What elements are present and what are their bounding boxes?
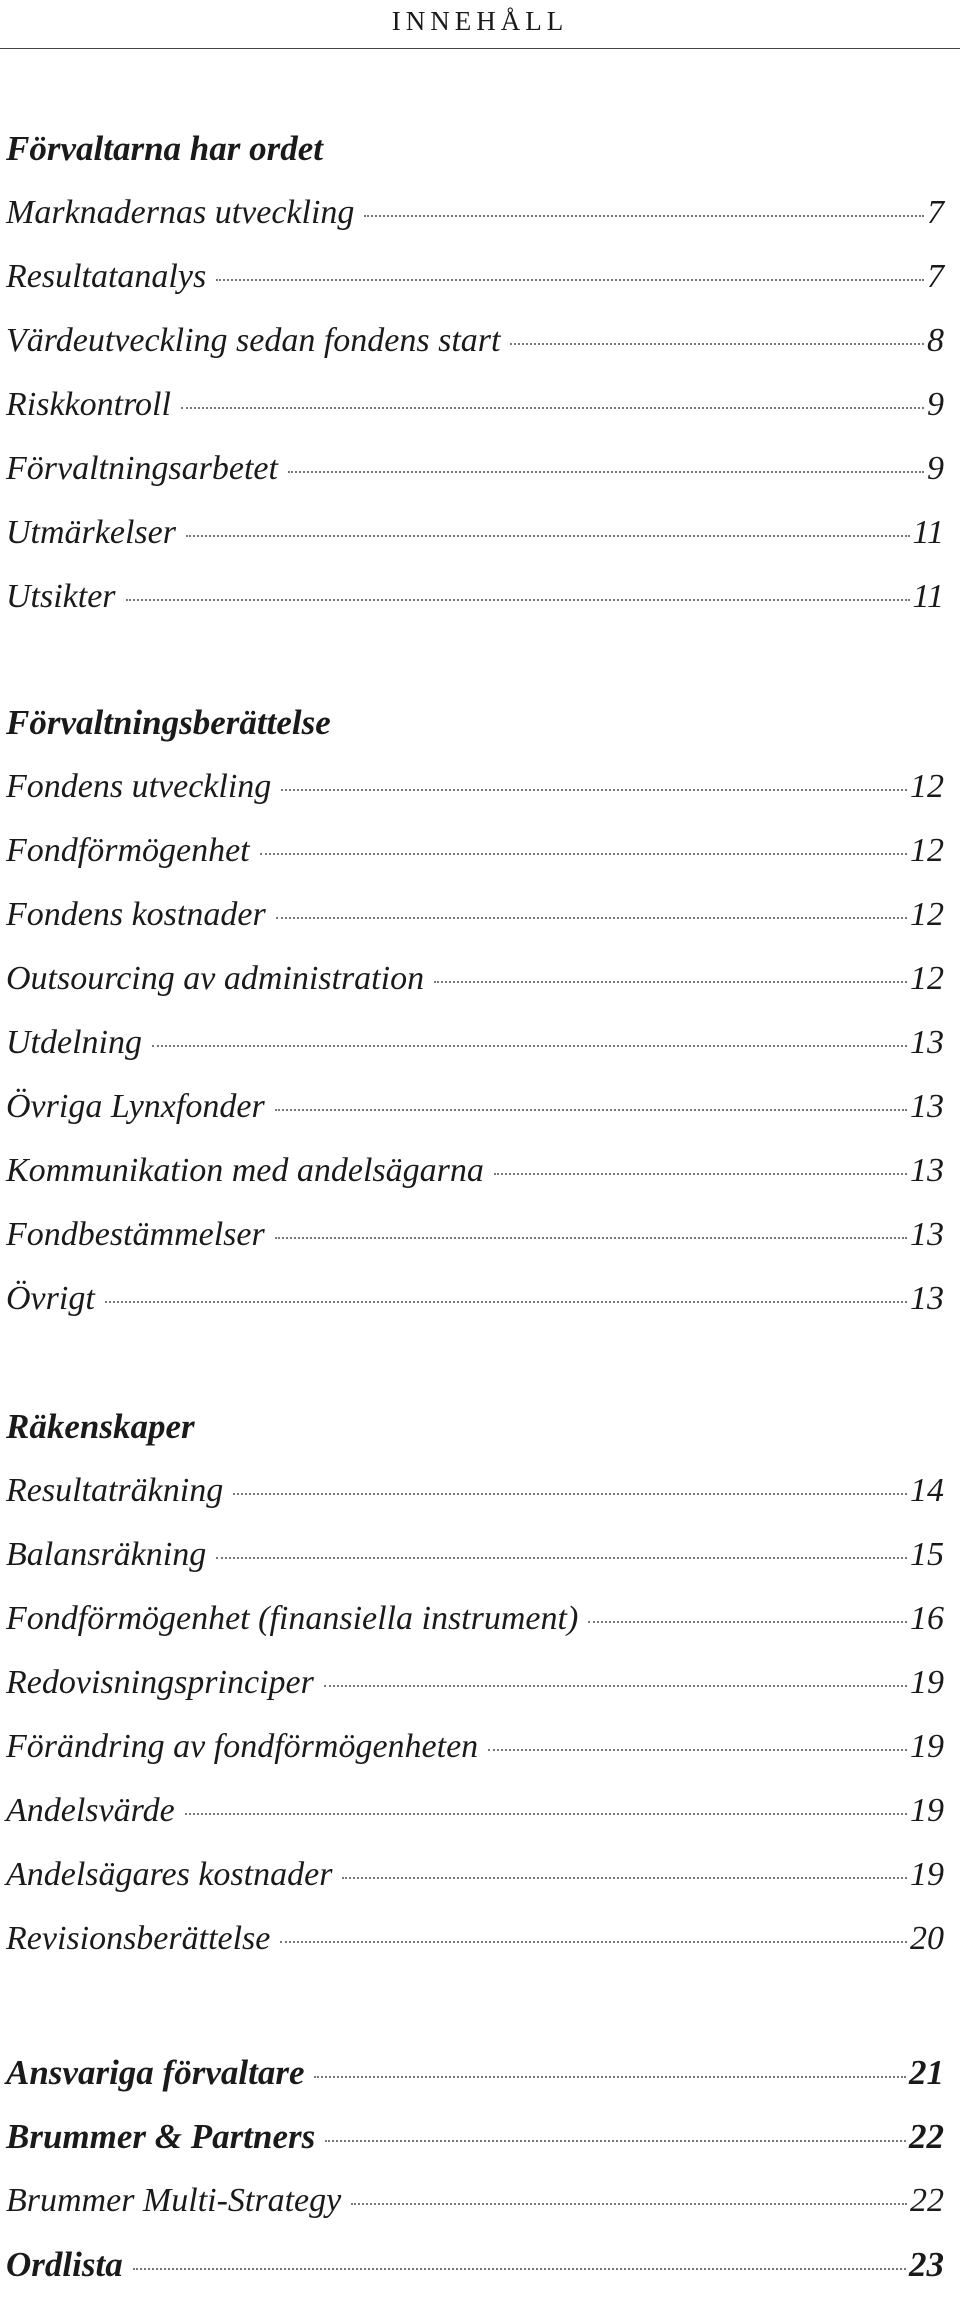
toc-entry[interactable] xyxy=(6,1715,944,1779)
toc-entry-page: 14 xyxy=(910,1472,944,1509)
toc-entry[interactable] xyxy=(6,565,944,629)
dot-leader xyxy=(275,1109,907,1111)
toc-entry-page: 8 xyxy=(927,322,944,359)
toc-entry[interactable] xyxy=(6,373,944,437)
toc-entry-page: 22 xyxy=(909,2117,944,2156)
section-heading: Förvaltarna har ordet xyxy=(6,129,323,168)
toc-entry-page: 12 xyxy=(910,832,944,869)
dot-leader xyxy=(275,1237,907,1239)
header-divider xyxy=(0,48,960,49)
toc-entry-page: 22 xyxy=(910,2182,944,2219)
dot-leader xyxy=(288,471,924,473)
dot-leader xyxy=(216,1557,907,1559)
toc-entry[interactable] xyxy=(6,1139,944,1203)
toc-section-forvaltarna xyxy=(6,117,944,629)
dot-leader xyxy=(434,981,907,983)
toc-entry-page: 12 xyxy=(910,960,944,997)
toc-entry[interactable] xyxy=(6,245,944,309)
toc-entry-page: 19 xyxy=(910,1856,944,1893)
toc-entry[interactable] xyxy=(6,1651,944,1715)
toc-entry[interactable] xyxy=(6,1523,944,1587)
toc-entry-page: 13 xyxy=(910,1280,944,1317)
toc-entry[interactable] xyxy=(6,1587,944,1651)
toc-entry-page: 13 xyxy=(910,1088,944,1125)
toc-entry-label: Förändring av fondförmögenheten xyxy=(6,1728,479,1765)
toc-entry[interactable] xyxy=(6,2169,944,2233)
toc-entry-page: 9 xyxy=(927,450,944,487)
toc-entry-label: Fondförmögenhet xyxy=(6,832,250,869)
toc-entry[interactable] xyxy=(6,1779,944,1843)
toc-entry-label: Revisionsberättelse xyxy=(6,1920,271,1957)
toc-entry-page: 13 xyxy=(910,1024,944,1061)
toc-section-appendix xyxy=(6,2041,944,2297)
toc-entry-label: Resultaträkning xyxy=(6,1472,224,1509)
toc-entry-label: Outsourcing av administration xyxy=(6,960,425,997)
toc-entry-label: Andelsvärde xyxy=(6,1792,175,1829)
toc-entry-label: Övriga Lynxfonder xyxy=(6,1088,265,1125)
toc-entry-page: 19 xyxy=(910,1792,944,1829)
toc-entry-label: Utdelning xyxy=(6,1024,142,1061)
dot-leader xyxy=(216,279,924,281)
toc-entry[interactable] xyxy=(6,1075,944,1139)
section-heading: Förvaltningsberättelse xyxy=(6,703,331,742)
toc-entry-page: 20 xyxy=(910,1920,944,1957)
toc-entry-label: Andelsägares kostnader xyxy=(6,1856,333,1893)
toc-entry-label: Fondbestämmelser xyxy=(6,1216,265,1253)
toc-entry-label: Redovisningsprinciper xyxy=(6,1664,314,1701)
toc-entry-page: 23 xyxy=(909,2245,944,2284)
toc-entry-page: 12 xyxy=(910,896,944,933)
toc-entry-label: Marknadernas utveckling xyxy=(6,194,355,231)
dot-leader xyxy=(276,917,907,919)
toc-entry-label: Fondens kostnader xyxy=(6,896,266,933)
toc-entry-label: Utsikter xyxy=(6,578,116,615)
dot-leader xyxy=(324,1685,907,1687)
dot-leader xyxy=(488,1749,907,1751)
dot-leader xyxy=(351,2203,907,2205)
toc-entry-page: 13 xyxy=(910,1152,944,1189)
toc-entry-label: Utmärkelser xyxy=(6,514,176,551)
dot-leader xyxy=(185,1813,907,1815)
dot-leader xyxy=(364,215,924,217)
toc-entry-label: Kommunikation med andelsägarna xyxy=(6,1152,484,1189)
toc-entry-label: Resultatanalys xyxy=(6,258,207,295)
toc-entry-page: 15 xyxy=(910,1536,944,1573)
toc-entry[interactable] xyxy=(6,947,944,1011)
toc-section-forvaltningsberattelse xyxy=(6,691,944,1331)
toc-entry[interactable] xyxy=(6,883,944,947)
dot-leader xyxy=(133,2268,906,2270)
toc-entry-page: 21 xyxy=(909,2053,944,2092)
toc-entry-page: 16 xyxy=(910,1600,944,1637)
dot-leader xyxy=(281,789,907,791)
toc-entry-page: 19 xyxy=(910,1728,944,1765)
toc-entry[interactable] xyxy=(6,1843,944,1907)
page-header-title: INNEHÅLL xyxy=(391,6,569,36)
toc-entry-label: Fondens utveckling xyxy=(6,768,272,805)
dot-leader xyxy=(494,1173,907,1175)
dot-leader xyxy=(233,1493,907,1495)
toc-entry-label: Brummer Multi-Strategy xyxy=(6,2182,342,2219)
dot-leader xyxy=(510,343,924,345)
toc-entry-label: Balansräkning xyxy=(6,1536,207,1573)
toc-entry[interactable] xyxy=(6,181,944,245)
toc-entry[interactable] xyxy=(6,309,944,373)
dot-leader xyxy=(126,599,910,601)
dot-leader xyxy=(186,535,910,537)
toc-entry[interactable] xyxy=(6,2041,944,2105)
toc-entry-label: Fondförmögenhet (finansiella instrument) xyxy=(6,1600,579,1637)
toc-entry[interactable] xyxy=(6,1203,944,1267)
toc-entry-page: 13 xyxy=(910,1216,944,1253)
dot-leader xyxy=(342,1877,907,1879)
toc-entry[interactable] xyxy=(6,819,944,883)
toc-entry[interactable] xyxy=(6,1907,944,1971)
toc-entry-page: 7 xyxy=(927,258,944,295)
dot-leader xyxy=(325,2140,906,2142)
toc-entry[interactable] xyxy=(6,1459,944,1523)
toc-entry-label: Ordlista xyxy=(6,2245,123,2284)
toc-entry-label: Riskkontroll xyxy=(6,386,171,423)
toc-entry[interactable] xyxy=(6,755,944,819)
dot-leader xyxy=(260,853,907,855)
dot-leader xyxy=(280,1941,907,1943)
dot-leader xyxy=(588,1621,907,1623)
toc-entry-page: 11 xyxy=(912,578,944,615)
dot-leader xyxy=(105,1301,907,1303)
toc-entry[interactable] xyxy=(6,501,944,565)
toc-entry-label: Ansvariga förvaltare xyxy=(6,2053,305,2092)
toc-entry-page: 7 xyxy=(927,194,944,231)
toc-entry[interactable] xyxy=(6,1267,944,1331)
toc-entry-label: Brummer & Partners xyxy=(6,2117,316,2156)
toc-entry-label: Övrigt xyxy=(6,1280,95,1317)
toc-section-rakenskaper xyxy=(6,1395,944,1971)
toc-entry-page: 12 xyxy=(910,768,944,805)
toc-entry[interactable] xyxy=(6,2233,944,2297)
toc-entry-label: Förvaltningsarbetet xyxy=(6,450,278,487)
toc-entry-page: 9 xyxy=(927,386,944,423)
toc-entry-label: Värdeutveckling sedan fondens start xyxy=(6,322,501,359)
toc-entry-page: 19 xyxy=(910,1664,944,1701)
dot-leader xyxy=(152,1045,907,1047)
section-heading: Räkenskaper xyxy=(6,1407,195,1446)
dot-leader xyxy=(181,407,924,409)
toc-entry[interactable] xyxy=(6,1011,944,1075)
toc-entry[interactable] xyxy=(6,437,944,501)
toc-entry[interactable] xyxy=(6,2105,944,2169)
dot-leader xyxy=(314,2076,906,2078)
toc-entry-page: 11 xyxy=(912,514,944,551)
